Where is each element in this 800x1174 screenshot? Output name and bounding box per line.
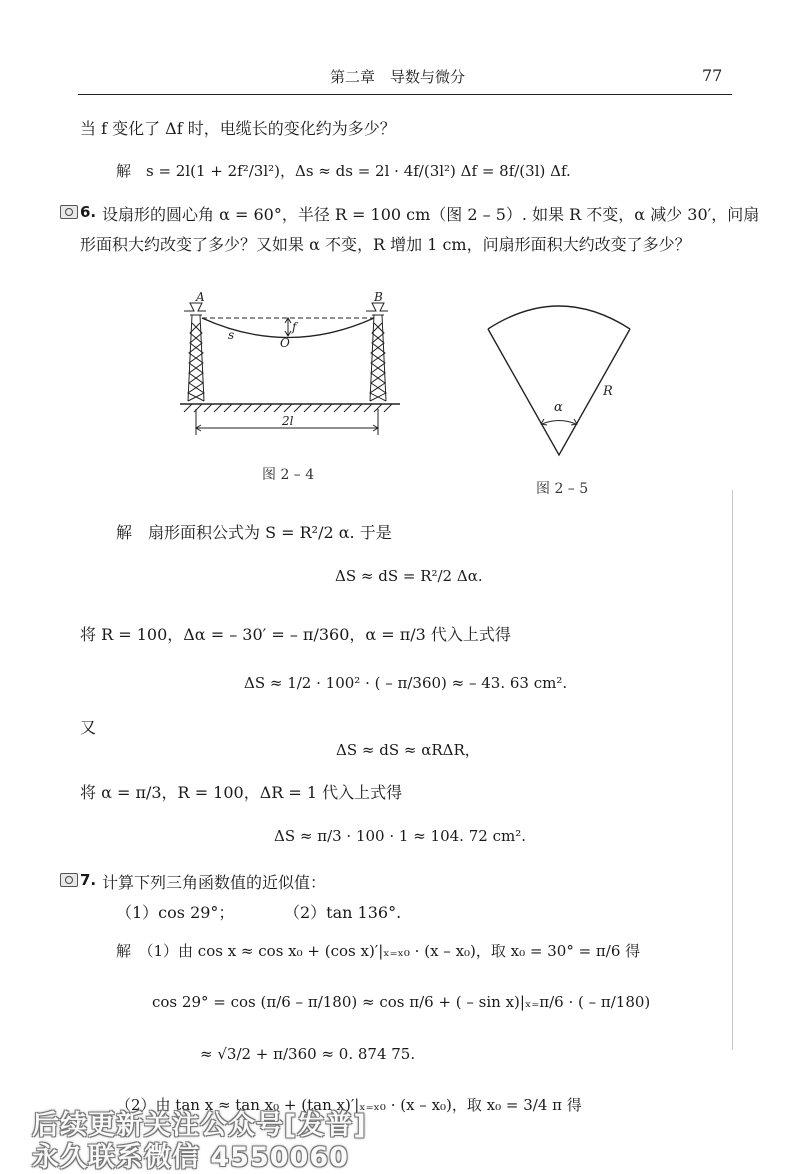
solution-6-equation-1: ΔS ≈ dS = R²/2 Δα. <box>335 567 483 585</box>
figure-2-5-caption: 图 2 – 5 <box>536 481 589 497</box>
problem-number-7: 7. <box>80 871 97 889</box>
solution-6-line-2: 将 R = 100，Δα = – 30′ = – π/360，α = π/3 代入上式得 <box>80 625 511 644</box>
problem-number-6: 6. <box>80 203 97 221</box>
problem-7-item-1: （1）cos 29°； <box>116 903 235 922</box>
figure-2-4-caption: 图 2 – 4 <box>262 467 315 483</box>
label-B: B <box>374 290 383 304</box>
page-number: 77 <box>702 66 723 85</box>
label-R: R <box>603 384 613 399</box>
problem-6-line-2: 形面积大约改变了多少？又如果 α 不变，R 增加 1 cm，问扇形面积大约改变了多少？ <box>80 235 691 254</box>
label-A: A <box>196 290 205 304</box>
margin-rule <box>732 490 733 1050</box>
problem-7-item-2: （2）tan 136°. <box>284 903 402 922</box>
label-2l: 2l <box>282 414 294 428</box>
solution-line-1: 解 s = 2l(1 + 2f²/3l²)，Δs ≈ ds = 2l · 4f/(3l²) Δf = 8f/(3l) Δf. <box>116 162 571 180</box>
problem-7-line-1: 计算下列三角函数值的近似值： <box>102 873 327 892</box>
problem-6-line-1: 设扇形的圆心角 α = 60°，半径 R = 100 cm（图 2 – 5）. 如果 R 不变，α 减少 30′，问扇 <box>102 205 760 224</box>
label-f: f <box>292 320 297 334</box>
solution-7-equation-1: cos 29° = cos (π/6 – π/180) ≈ cos π/6 + ( – sin x)|ₓ₌π/6 · ( – π/180) <box>152 993 651 1011</box>
figure-2-5 <box>480 295 650 470</box>
figure-2-4 <box>170 285 410 450</box>
solution-6-line-4: 将 α = π/3，R = 100，ΔR = 1 代入上式得 <box>80 783 403 802</box>
solution-7-line-1: 解 （1）由 cos x ≈ cos x₀ + (cos x)′|ₓ₌ₓ₀ · (x – x₀)，取 x₀ = 30° = π/6 得 <box>116 942 641 960</box>
solution-6-equation-4: ΔS ≈ π/3 · 100 · 1 ≈ 104. 72 cm². <box>274 827 526 845</box>
solution-6-line-3: 又 <box>80 718 97 737</box>
header-rule <box>78 94 732 95</box>
label-O: O <box>280 336 290 350</box>
solution-6-equation-3: ΔS ≈ dS ≈ αRΔR， <box>336 741 480 759</box>
solution-6-equation-2: ΔS ≈ 1/2 · 100² · ( – π/360) ≈ – 43. 63 cm². <box>244 674 568 692</box>
text-line-1: 当 f 变化了 Δf 时，电缆长的变化约为多少？ <box>80 119 396 138</box>
problem-marker-icon <box>60 205 78 219</box>
solution-6-line-1: 解 扇形面积公式为 S = R²/2 α. 于是 <box>116 523 392 542</box>
solution-7-equation-2: ≈ √3/2 + π/360 ≈ 0. 874 75. <box>200 1045 416 1063</box>
watermark-line-2: 永久联系微信 4550060 <box>32 1142 349 1173</box>
watermark-line-1: 后续更新关注公众号[发普] <box>32 1110 367 1141</box>
label-alpha: α <box>554 400 563 415</box>
label-s: s <box>228 328 235 342</box>
solution-7-line-2: （2）由 tan x ≈ tan x₀ + (tan x)′|ₓ₌ₓ₀ · (x – x₀)，取 x₀ = 3/4 π 得 <box>116 1096 582 1114</box>
running-header: 第二章 导数与微分 <box>330 68 466 86</box>
problem-marker-icon <box>60 873 78 887</box>
